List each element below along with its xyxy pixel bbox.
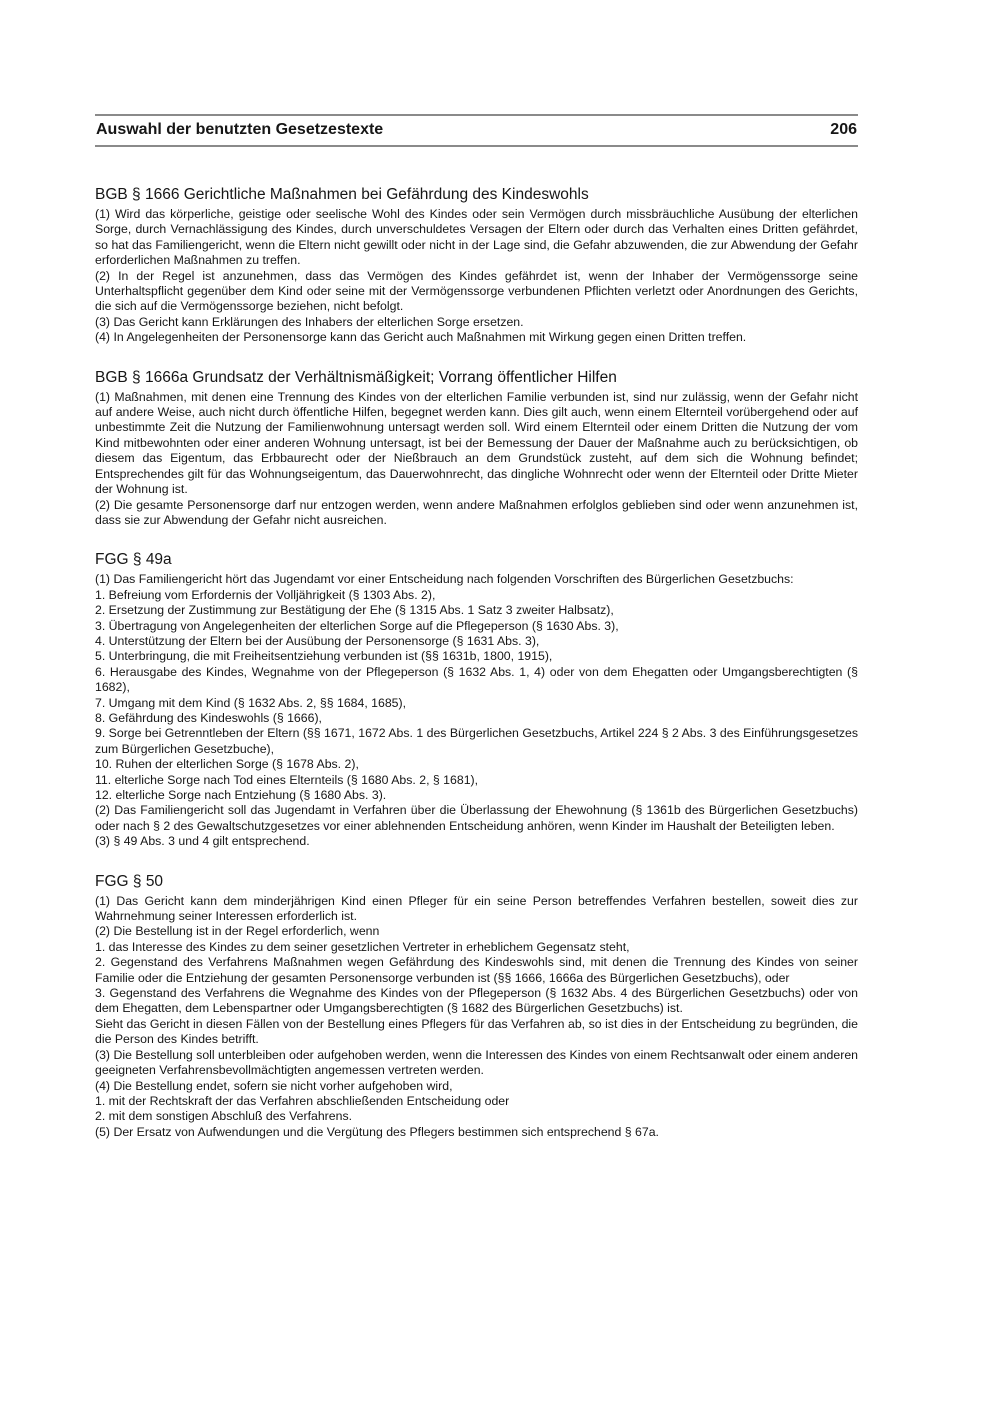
law-paragraph: 1. das Interesse des Kindes zu dem seiner gesetzlichen Vertreter in erheblichem Gegensatz steht, [95, 939, 630, 954]
law-paragraph: 4. Unterstützung der Eltern bei der Ausübung der Personensorge (§ 1631 Abs. 3), [95, 633, 540, 648]
law-paragraph: 12. elterliche Sorge nach Entziehung (§ 1680 Abs. 3). [95, 788, 387, 802]
law-paragraph: Sieht das Gericht in diesen Fällen von der Bestellung eines Pflegers für das Verfahren ab, so ist dies in der Entscheidung zu begründen, die die Person des Kindes betrifft. [95, 1016, 858, 1047]
law-paragraph: 3. Übertragung von Angelegenheiten der elterlichen Sorge auf die Pflegeperson (§ 1630 Abs. 3), [95, 618, 619, 633]
law-paragraph: (2) In der Regel ist anzunehmen, dass das Vermögen des Kindes gefährdet ist, wenn der Inhaber der Vermögenssorge seine Unterhaltspflicht gegenüber dem Kind oder seine mit der Vermögenssorge verbundenen Pflichten verletzt oder Anordnungen des Gerichts, die sich auf die Vermögenssorge beziehen, nicht befolgt. [95, 268, 858, 314]
law-paragraph: (1) Wird das körperliche, geistige oder seelische Wohl des Kindes oder sein Vermögen durch missbräuchliche Ausübung der elterlichen Sorge, durch Vernachlässigung des Kindes, durch unverschuldetes Versagen der Eltern oder durch das Verhalten eines Dritten gefährdet, so hat das Familiengericht, wenn die Eltern nicht gewillt oder nicht in der Lage sind, die Gefahr abzuwenden, die zur Abwendung der Gefahr erforderlichen Maßnahmen zu treffen. [95, 207, 858, 268]
law-paragraph: 2. Ersetzung der Zustimmung zur Bestätigung der Ehe (§ 1315 Abs. 1 Satz 3 zweiter Halbsatz), [95, 603, 614, 618]
law-paragraph: (1) Das Familiengericht hört das Jugendamt vor einer Entscheidung nach folgenden Vorschriften des Bürgerlichen Gesetzbuchs: [95, 572, 794, 587]
law-paragraph: 1. Befreiung vom Erfordernis der Volljährigkeit (§ 1303 Abs. 2), [95, 587, 436, 602]
law-paragraph: 2. mit dem sonstigen Abschluß des Verfahrens. [95, 1109, 353, 1124]
law-paragraph: (4) In Angelegenheiten der Personensorge kann das Gericht auch Maßnahmen mit Wirkung gegen einen Dritten treffen. [95, 330, 747, 345]
page-number: 206 [830, 121, 857, 138]
law-paragraph: (3) § 49 Abs. 3 und 4 gilt entsprechend. [95, 834, 310, 849]
section-heading: FGG § 49a [95, 551, 172, 569]
law-paragraph: 7. Umgang mit dem Kind (§ 1632 Abs. 2, §§ 1684, 1685), [95, 695, 407, 710]
law-text-body [95, 186, 858, 1140]
law-section [95, 873, 858, 1141]
law-paragraph: 10. Ruhen der elterlichen Sorge (§ 1678 Abs. 2), [95, 757, 359, 772]
law-paragraph: 2. Gegenstand des Verfahrens Maßnahmen wegen Gefährdung des Kindeswohls sind, mit denen die Trennung des Kindes von seiner Familie oder die Entziehung der gesamten Personensorge verbunden ist (§§ 1666, 1666a des Bürgerlichen Gesetzbuchs), oder [95, 955, 858, 985]
law-paragraph: 8. Gefährdung des Kindeswohls (§ 1666), [95, 710, 322, 725]
law-paragraph: 3. Gegenstand des Verfahrens die Wegnahme des Kindes von der Pflegeperson (§ 1632 Abs. 4 des Bürgerlichen Gesetzbuchs) oder von dem Ehegatten, dem Lebenspartner oder Umgangsberechtigten (§ 1682 des Bürgerlichen Gesetzbuchs) ist. [95, 986, 858, 1016]
section-heading: FGG § 50 [95, 872, 164, 890]
law-paragraph: (2) Die gesamte Personensorge darf nur entzogen werden, wenn andere Maßnahmen erfolglos geblieben sind oder wenn anzunehmen ist, dass sie zur Abwendung der Gefahr nicht ausreichen. [95, 497, 858, 527]
law-paragraph: 9. Sorge bei Getrenntleben der Eltern (§§ 1671, 1672 Abs. 1 des Bürgerlichen Gesetzbuchs, Artikel 224 § 2 Abs. 3 des Einführungsgesetzes zum Bürgerlichen Gesetzbuche), [95, 726, 858, 756]
law-section [95, 551, 858, 849]
law-paragraph: (2) Die Bestellung ist in der Regel erforderlich, wenn [95, 924, 380, 939]
page-header [95, 114, 858, 147]
law-paragraph: 1. mit der Rechtskraft der das Verfahren abschließenden Entscheidung oder [95, 1093, 510, 1108]
law-section [95, 369, 858, 529]
law-paragraph: (1) Das Gericht kann dem minderjährigen Kind einen Pfleger für ein seine Person betreffendes Verfahren bestellen, soweit dies zur Wahrnehmung seiner Interessen erforderlich ist. [95, 893, 858, 924]
law-paragraph: 6. Herausgabe des Kindes, Wegnahme von der Pflegeperson (§ 1632 Abs. 1, 4) oder von dem Ehegatten oder Umgangsberechtigten (§ 1682), [95, 664, 858, 695]
law-paragraph: (1) Maßnahmen, mit denen eine Trennung des Kindes von der elterlichen Familie verbunden ist, sind nur zulässig, wenn der Gefahr nicht auf andere Weise, auch nicht durch öffentliche Hilfen, begegnet werden kann. Dies gilt auch, wenn einem Elternteil vorübergehend oder auf unbestimmte Zeit die Nutzung der Familienwohnung untersagt werden soll. Wird einem Elternteil oder einem Dritten die Nutzung der vom Kind mitbewohnten oder einer anderen Wohnung untersagt, ist bei der Bemessung der Dauer der Maßnahme auch zu berücksichtigen, ob diesem das Eigentum, das Erbbaurecht oder der Nießbrauch an dem Grundstück zusteht, auf dem sich die Wohnung befindet; Entsprechendes gilt für das Wohnungseigentum, das Dauerwohnrecht, das dingliche Wohnrecht oder wenn der Elternteil oder Dritte Mieter der Wohnung ist. [95, 389, 858, 497]
law-paragraph: (2) Das Familiengericht soll das Jugendamt in Verfahren über die Überlassung der Ehewohnung (§ 1361b des Bürgerlichen Gesetzbuchs) oder nach § 2 des Gewaltschutzgesetzes vor einer ablehnenden Entscheidung anhören, wenn Kinder im Haushalt der Beteiligten leben. [95, 803, 858, 833]
law-paragraph: (5) Der Ersatz von Aufwendungen und die Vergütung des Pflegers bestimmen sich entsprechend § 67a. [95, 1124, 659, 1139]
law-paragraph: 5. Unterbringung, die mit Freiheitsentziehung verbunden ist (§§ 1631b, 1800, 1915), [95, 649, 553, 664]
section-heading: BGB § 1666a Grundsatz der Verhältnismäßigkeit; Vorrang öffentlicher Hilfen [95, 368, 617, 386]
page-header-title: Auswahl der benutzten Gesetzestexte [96, 121, 384, 138]
law-paragraph: (3) Die Bestellung soll unterbleiben oder aufgehoben werden, wenn die Interessen des Kindes von einem Rechtsanwalt oder einem anderen geeigneten Verfahrensbevollmächtigten angemessen vertreten werden. [95, 1047, 858, 1078]
section-heading: BGB § 1666 Gerichtliche Maßnahmen bei Gefährdung des Kindeswohls [95, 186, 589, 203]
law-paragraph: (3) Das Gericht kann Erklärungen des Inhabers der elterlichen Sorge ersetzen. [95, 314, 524, 329]
law-paragraph: 11. elterliche Sorge nach Tod eines Elternteils (§ 1680 Abs. 2, § 1681), [95, 772, 479, 787]
law-paragraph: (4) Die Bestellung endet, sofern sie nicht vorher aufgehoben wird, [95, 1078, 453, 1093]
law-section [95, 186, 858, 346]
